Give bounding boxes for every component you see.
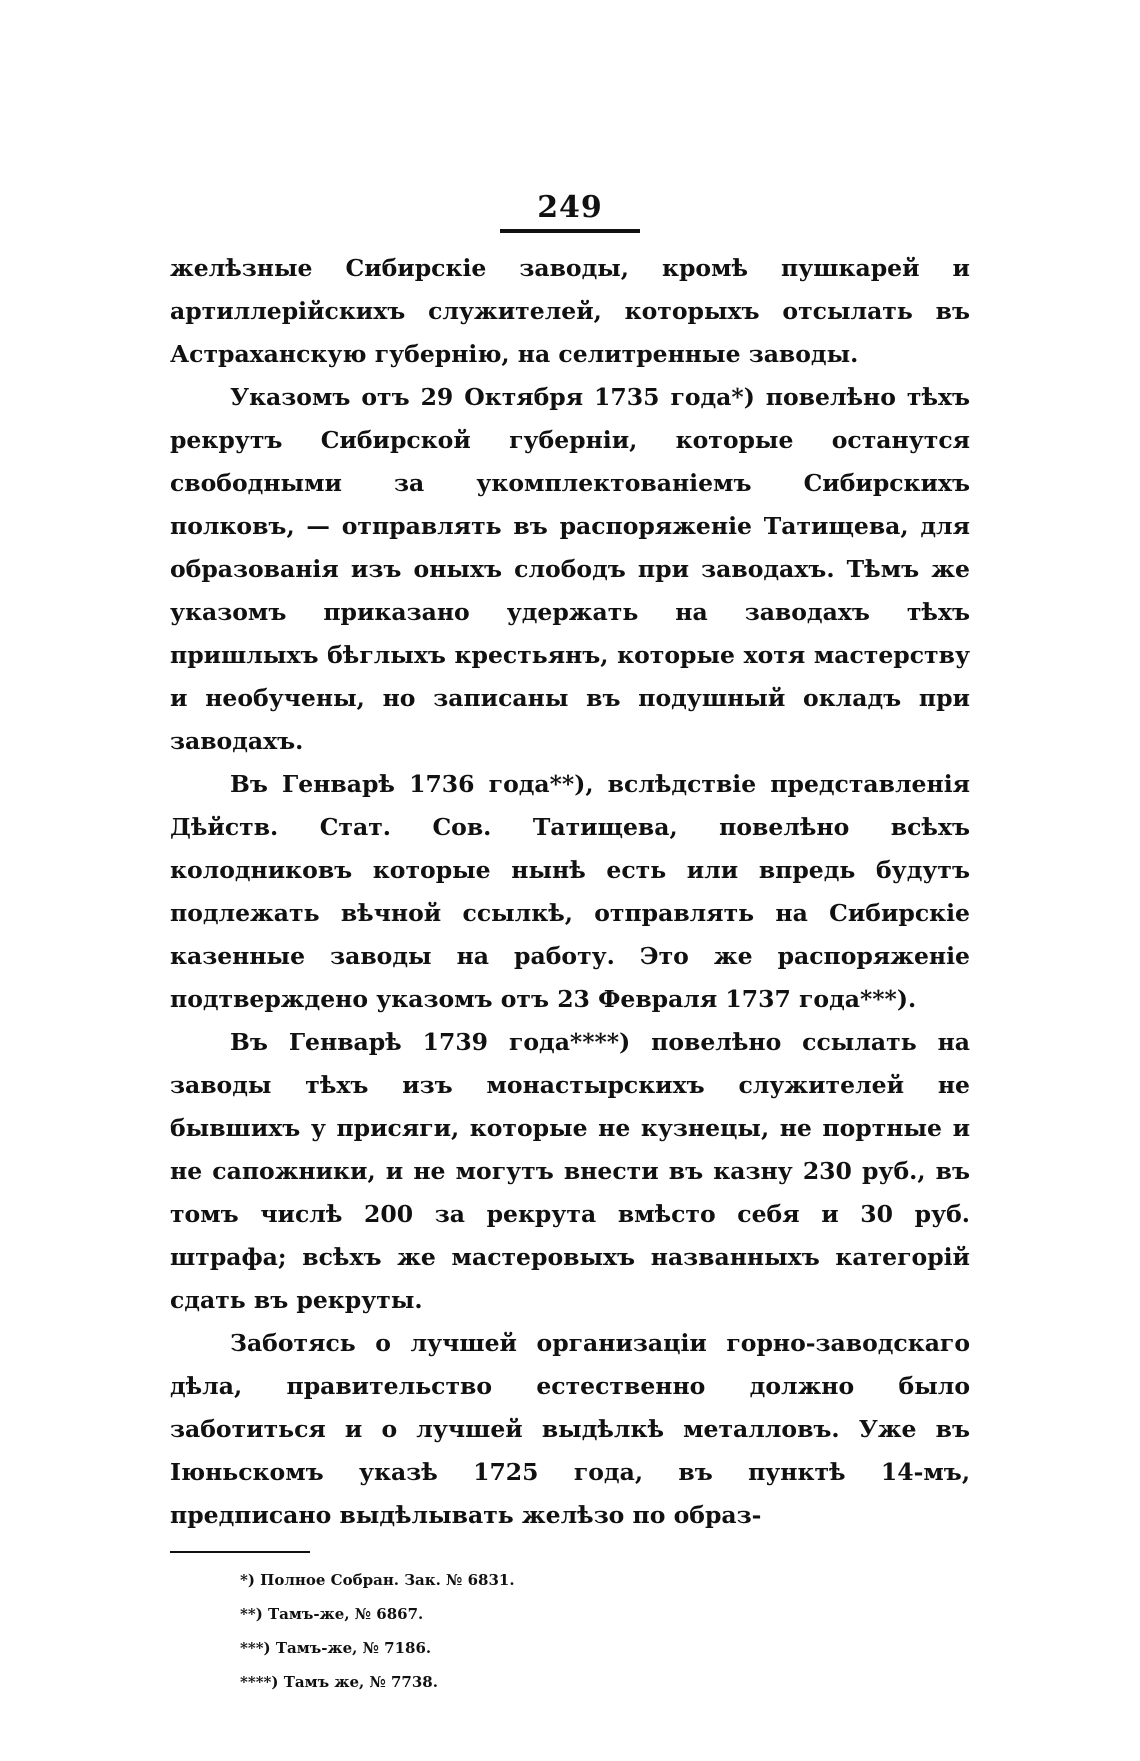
footnote: **) Тамъ-же, № 6867.	[240, 1605, 424, 1623]
paragraph: Указомъ отъ 29 Октября 1735 года*) повелѣно тѣхъ рекрутъ Сибирской губерніи, которые останутся свободными за укомплектованіемъ Сибирскихъ полковъ, — отправлять въ распоряженіе Татищева, для образованія изъ оныхъ слободъ при заводахъ. Тѣмъ же указомъ приказано удержать на заводахъ тѣхъ пришлыхъ бѣглыхъ крестьянъ, которые хотя мастерству и необучены, но записаны въ подушный окладъ при заводахъ.	[170, 383, 970, 755]
page-number: 249	[537, 190, 603, 225]
header-rule	[500, 229, 640, 233]
body-text	[170, 247, 970, 1537]
footnote: *) Полное Собран. Зак. № 6831.	[240, 1571, 515, 1589]
document-page	[170, 190, 970, 1699]
footnote-rule	[170, 1551, 310, 1553]
footnote: ***) Тамъ-же, № 7186.	[240, 1639, 432, 1657]
paragraph: Въ Генварѣ 1736 года**), вслѣдствіе представленія Дѣйств. Стат. Сов. Татищева, повелѣно всѣхъ колодниковъ которые нынѣ есть или впредь будутъ подлежать вѣчной ссылкѣ, отправлять на Сибирскіе казенные заводы на работу. Это же распоряженіе подтверждено указомъ отъ 23 Февраля 1737 года***).	[170, 770, 970, 1013]
paragraph: Заботясь о лучшей организаціи горно-заводскаго дѣла, правительство естественно должно было заботиться и о лучшей выдѣлкѣ металловъ. Уже въ Іюньскомъ указѣ 1725 года, въ пунктѣ 14-мъ, предписано выдѣлывать желѣзо по образ-	[170, 1329, 970, 1529]
paragraph: Въ Генварѣ 1739 года****) повелѣно ссылать на заводы тѣхъ изъ монастырскихъ служителей не бывшихъ у присяги, которые не кузнецы, не портные и не сапожники, и не могутъ внести въ казну 230 руб., въ томъ числѣ 200 за рекрута вмѣсто себя и 30 руб. штрафа; всѣхъ же мастеровыхъ названныхъ категорій сдать въ рекруты.	[170, 1028, 970, 1314]
footnote: ****) Тамъ же, № 7738.	[240, 1673, 438, 1691]
paragraph: желѣзные Сибирскіе заводы, кромѣ пушкарей и артиллерійскихъ служителей, которыхъ отсылать въ Астраханскую губернію, на селитренные заводы.	[170, 254, 970, 368]
footnotes	[170, 1563, 970, 1699]
